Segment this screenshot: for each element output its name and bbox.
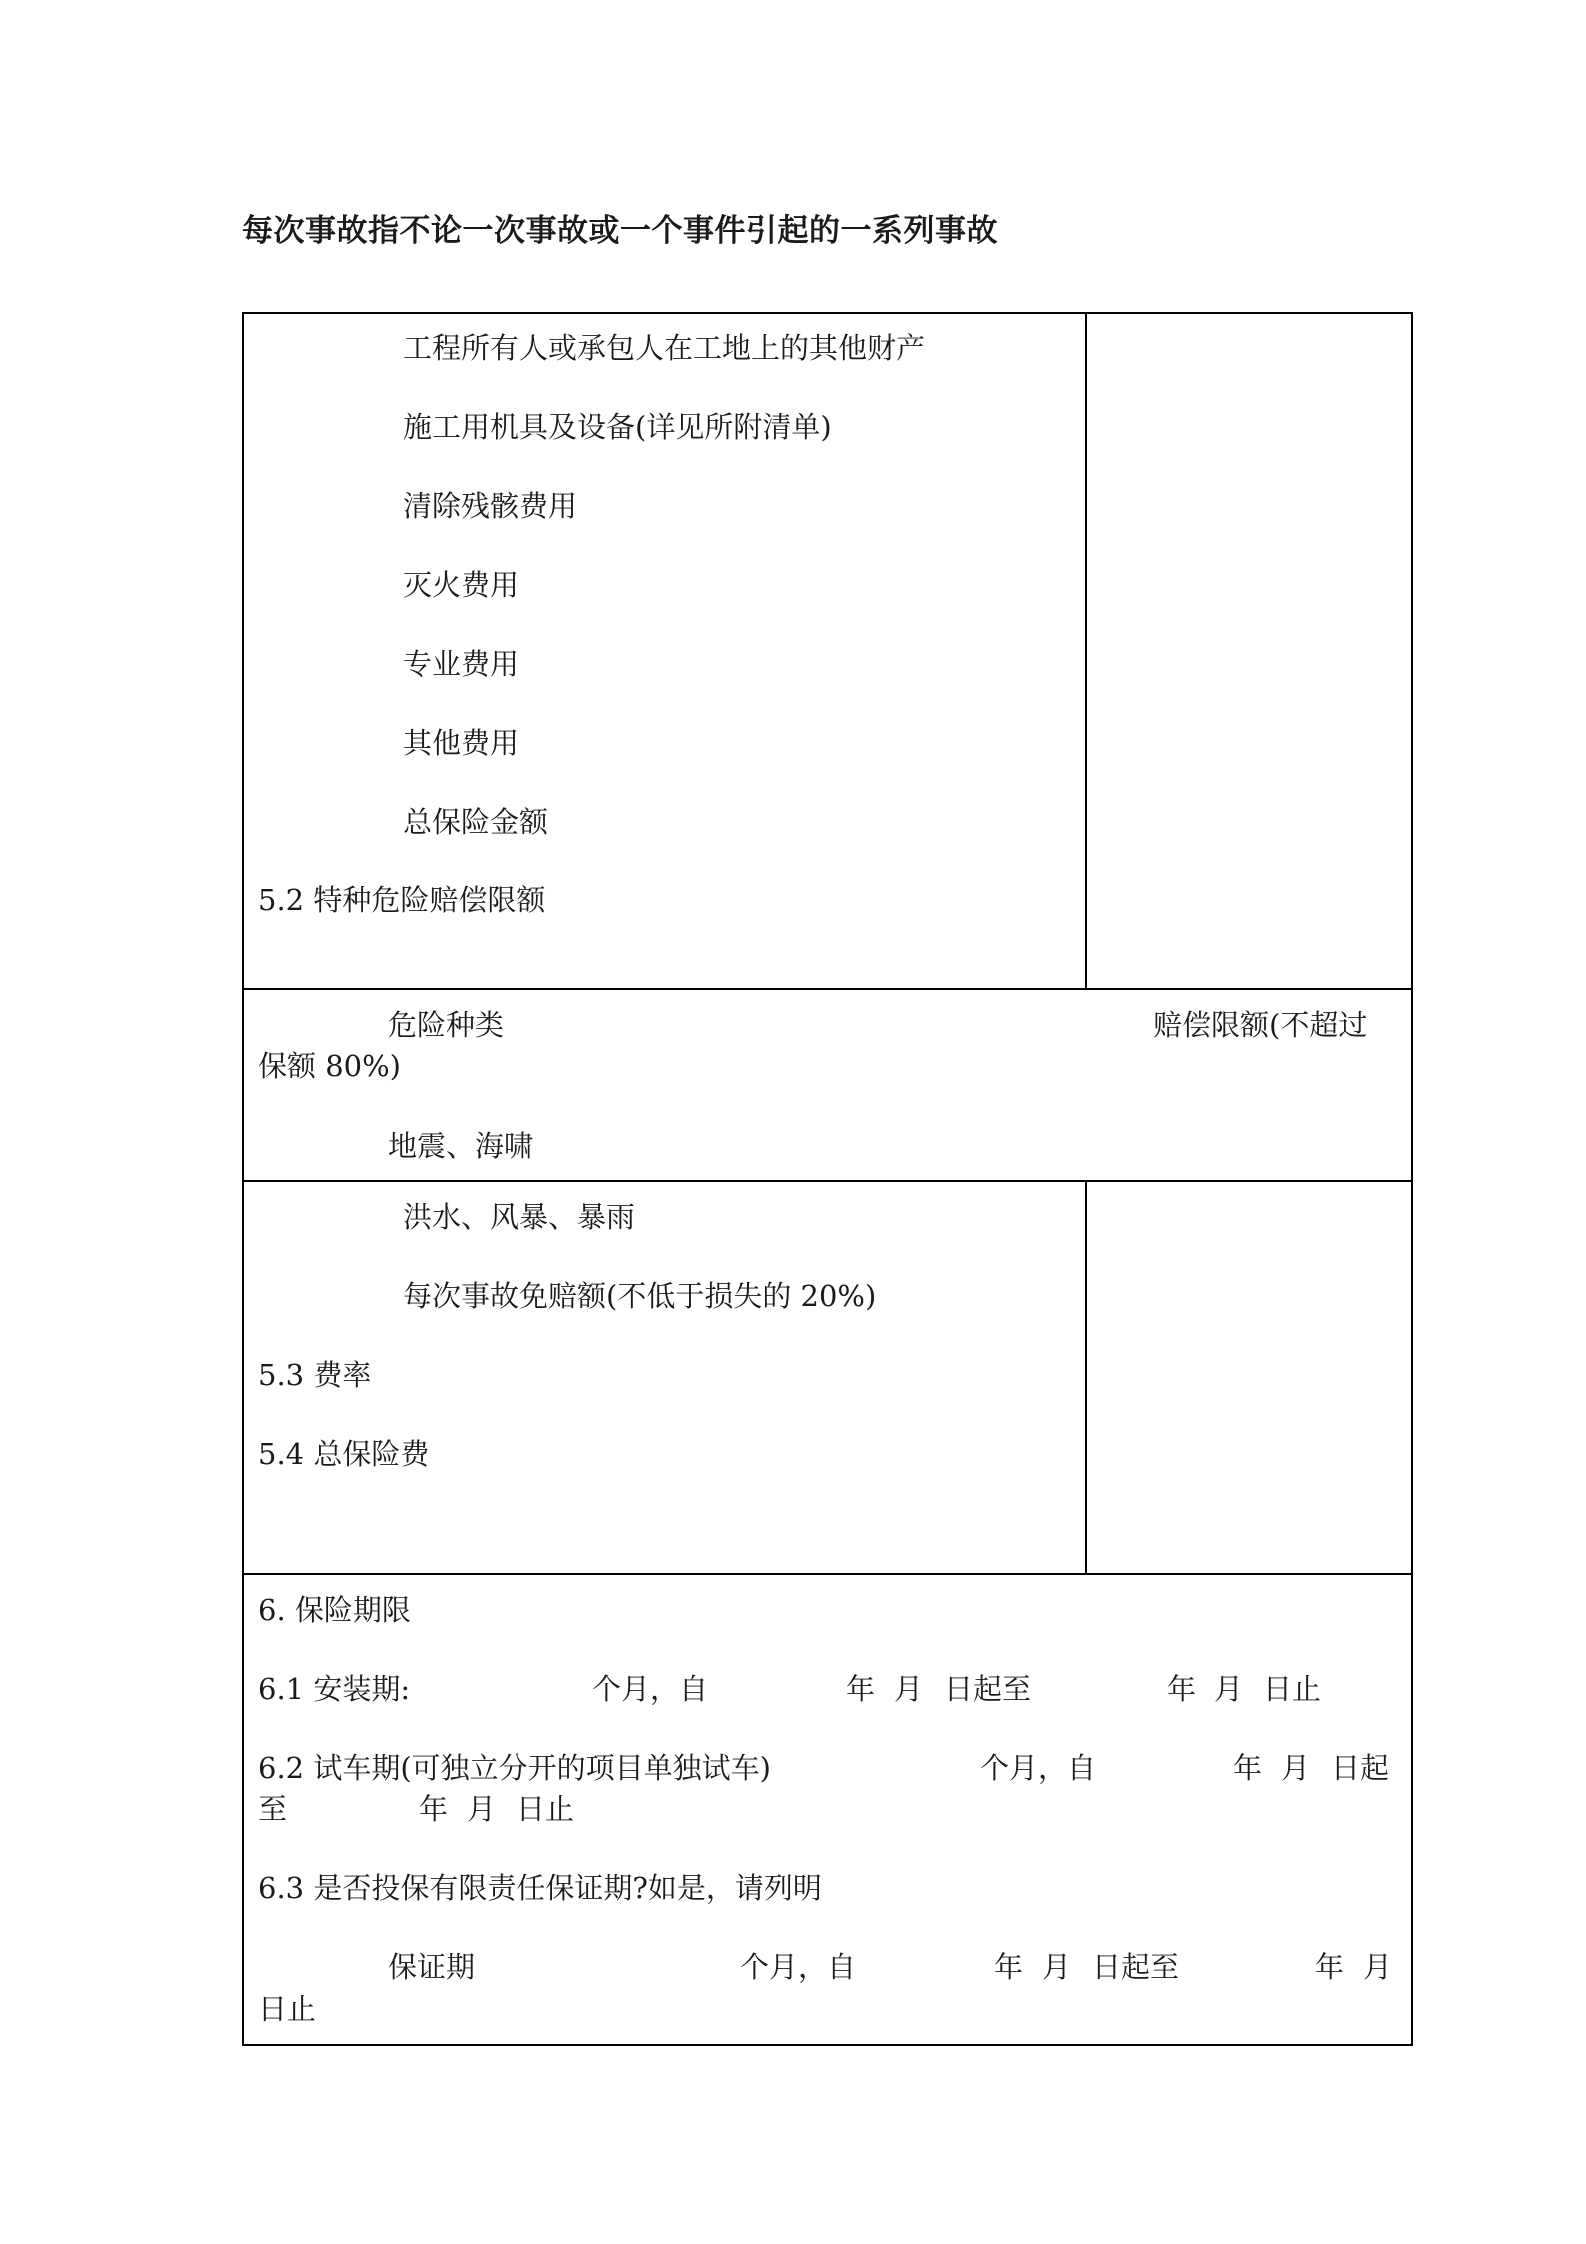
item-total-sum-insured: 总保险金额	[403, 805, 549, 839]
warranty-year: 年	[994, 1950, 1024, 1984]
warranty-month2: 月	[1363, 1950, 1393, 1984]
risk-flood: 洪水、风暴、暴雨	[403, 1200, 636, 1234]
warranty-to: 日止	[258, 1992, 317, 2026]
clause-6-1-to: 日止	[1263, 1672, 1322, 1706]
clause-6-1-from: 日起至	[944, 1672, 1032, 1706]
clause-6-2-label: 6.2 试车期(可独立分开的项目单独试车)	[258, 1751, 771, 1785]
clause-6-1-month2: 月	[1214, 1672, 1244, 1706]
clause-6-2-month: 月	[1281, 1751, 1311, 1785]
clause-6-1-month: 月	[894, 1672, 924, 1706]
item-professional-fees: 专业费用	[403, 647, 520, 681]
warranty-months: 个月，自	[740, 1950, 857, 1984]
clause-6-1-year: 年	[846, 1672, 876, 1706]
item-other-property: 工程所有人或承包人在工地上的其他财产	[403, 331, 926, 365]
clause-6-2-month2: 月	[467, 1792, 497, 1826]
item-construction-equipment: 施工用机具及设备(详见所附清单)	[403, 410, 832, 444]
clause-5-2: 5.2 特种危险赔偿限额	[258, 883, 546, 917]
item-firefighting: 灭火费用	[403, 568, 520, 602]
clause-6-2-to: 日止	[516, 1792, 575, 1826]
item-debris-removal: 清除残骸费用	[403, 489, 578, 523]
clause-6-title: 6. 保险期限	[258, 1593, 411, 1627]
item-other-fees: 其他费用	[403, 726, 520, 760]
clause-6-2-year: 年	[1233, 1751, 1263, 1785]
deductible: 每次事故免赔额(不低于损失的 20%)	[403, 1279, 877, 1313]
header-limit: 赔偿限额(不超过	[1153, 1008, 1368, 1042]
clause-6-2-zhi: 至	[258, 1792, 288, 1826]
section-box-3	[242, 1180, 1413, 1575]
clause-6-2-months: 个月，自	[980, 1751, 1097, 1785]
warranty-from: 日起至	[1092, 1950, 1180, 1984]
clause-6-2-year2: 年	[419, 1792, 449, 1826]
clause-5-3: 5.3 费率	[258, 1358, 372, 1392]
clause-6-2-from: 日起	[1331, 1751, 1390, 1785]
clause-6-1-months: 个月，自	[592, 1672, 709, 1706]
column-divider-1	[1085, 312, 1087, 990]
warranty-year2: 年	[1315, 1950, 1345, 1984]
warranty-label: 保证期	[388, 1950, 476, 1984]
page-heading: 每次事故指不论一次事故或一个事件引起的一系列事故	[242, 213, 998, 249]
clause-6-1-label: 6.1 安装期:	[258, 1672, 411, 1706]
warranty-month: 月	[1042, 1950, 1072, 1984]
clause-6-1-year2: 年	[1167, 1672, 1197, 1706]
header-risk-type: 危险种类	[388, 1008, 505, 1042]
risk-earthquake: 地震、海啸	[388, 1129, 534, 1163]
header-limit-cont: 保额 80%)	[258, 1049, 401, 1083]
column-divider-3	[1085, 1180, 1087, 1575]
clause-6-3: 6.3 是否投保有限责任保证期?如是，请列明	[258, 1871, 822, 1905]
clause-5-4: 5.4 总保险费	[258, 1437, 430, 1471]
